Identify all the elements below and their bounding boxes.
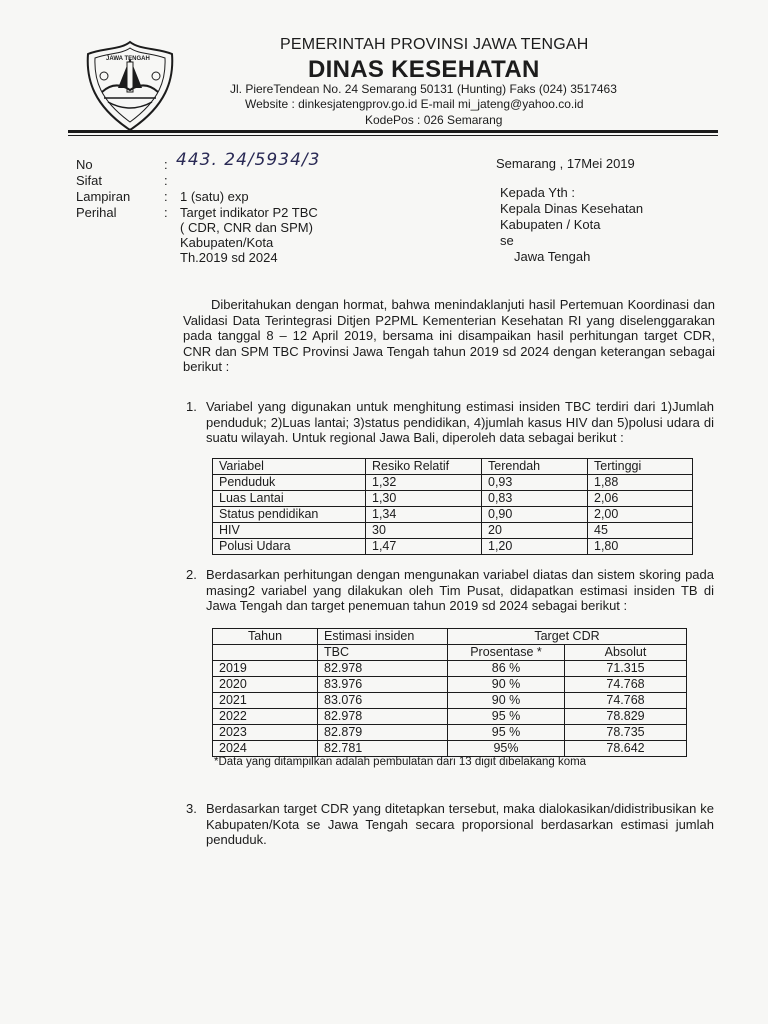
intro-paragraph <box>183 297 715 375</box>
item3-paragraph <box>206 801 714 848</box>
item1-number: 1. <box>186 399 197 414</box>
colon: : <box>164 189 168 204</box>
table-row <box>213 661 687 677</box>
table-cell: 1,30 <box>366 491 482 507</box>
table-cell: 82.978 <box>318 709 448 725</box>
table-cell: 0,93 <box>482 475 588 491</box>
item3-number: 3. <box>186 801 197 816</box>
item2-text: Berdasarkan perhitungan dengan mengunakan variabel diatas dan sistem skoring pada masing2 variabel yang dilakukan oleh Tim Pusat, didapatkan estimasi insiden TB di Jawa Tengah dan target penemuan tahun 2019 sd 2024 sebagai berikut : <box>206 567 714 613</box>
table-cell: 95% <box>448 741 565 757</box>
table-cell: Status pendidikan <box>213 507 366 523</box>
perihal-line: Target indikator P2 TBC <box>180 205 318 220</box>
table-cell: 86 % <box>448 661 565 677</box>
lampiran-value: 1 (satu) exp <box>180 189 249 204</box>
cdr-target-table <box>212 628 687 757</box>
table-cell: 90 % <box>448 677 565 693</box>
item3-text: Berdasarkan target CDR yang ditetapkan tersebut, maka dialokasikan/didistribusikan ke Kabupaten/Kota se Jawa Tengah secara proporsional berdasarkan estimasi jumlah penduduk. <box>206 801 714 847</box>
header-cell-empty <box>213 645 318 661</box>
table-cell: 0,83 <box>482 491 588 507</box>
logo-caption: JAWA TENGAH <box>106 56 150 62</box>
government-name: PEMERINTAH PROVINSI JAWA TENGAH <box>280 36 589 53</box>
header-cell: Terendah <box>482 459 588 475</box>
table-row <box>213 523 693 539</box>
table-row <box>213 507 693 523</box>
item1-paragraph <box>206 399 714 446</box>
table-row <box>213 741 687 757</box>
table-cell: 2,06 <box>588 491 693 507</box>
risk-variable-table <box>212 458 693 555</box>
table-cell: 82.781 <box>318 741 448 757</box>
agency-website-email: Website : dinkesjatengprov.go.id E-mail mi_jateng@yahoo.co.id <box>245 97 584 111</box>
header-cell-absolut: Absolut <box>565 645 687 661</box>
table-cell: 2021 <box>213 693 318 709</box>
table-cell: 1,88 <box>588 475 693 491</box>
colon: : <box>164 157 168 172</box>
table-cell: 83.076 <box>318 693 448 709</box>
header-cell-target: Target CDR <box>448 629 687 645</box>
table-cell: 20 <box>482 523 588 539</box>
table-cell: 2020 <box>213 677 318 693</box>
table-cell: 74.768 <box>565 693 687 709</box>
table-cell: 78.642 <box>565 741 687 757</box>
table-cell: 1,32 <box>366 475 482 491</box>
table-row <box>213 539 693 555</box>
lampiran-label: Lampiran <box>76 189 131 204</box>
table-cell: Penduduk <box>213 475 366 491</box>
perihal-value <box>180 205 318 265</box>
table-cell: 2024 <box>213 741 318 757</box>
agency-postcode: KodePos : 026 Semarang <box>365 113 503 127</box>
table-cell: 2019 <box>213 661 318 677</box>
table-cell: 95 % <box>448 709 565 725</box>
sifat-label: Sifat <box>76 173 103 188</box>
letterhead-rule-thick <box>68 130 718 133</box>
table-cell: 0,90 <box>482 507 588 523</box>
table-cell: 74.768 <box>565 677 687 693</box>
table-cell: 82.879 <box>318 725 448 741</box>
colon: : <box>164 173 168 188</box>
table-cell: HIV <box>213 523 366 539</box>
table-cell: 2,00 <box>588 507 693 523</box>
table-cell: 1,80 <box>588 539 693 555</box>
header-cell-prosentase: Prosentase * <box>448 645 565 661</box>
table-header-row <box>213 459 693 475</box>
table-cell: 2023 <box>213 725 318 741</box>
header-cell: Resiko Relatif <box>366 459 482 475</box>
table-cell: 1,34 <box>366 507 482 523</box>
table-footnote: *Data yang ditampilkan adalah pembulatan dari 13 digit dibelakang koma <box>214 756 587 768</box>
letter-number-handwritten: 443. 24/5934/3 <box>176 150 321 170</box>
table-row <box>213 693 687 709</box>
header-cell: Tertinggi <box>588 459 693 475</box>
perihal-line: ( CDR, CNR dan SPM) <box>180 220 313 235</box>
meta-colons <box>164 157 168 220</box>
recipient-line: Kabupaten / Kota <box>500 217 601 232</box>
item1-text: Variabel yang digunakan untuk menghitung estimasi insiden TBC terdiri dari 1)Jumlah penduduk; 2)Luas lantai; 3)status pendidikan, 4)jumlah kasus HIV dan 5)polusi udara di suatu wilayah. Untuk regional Jawa Bali, diperoleh data sebagai berikut : <box>206 399 714 445</box>
table-cell: Polusi Udara <box>213 539 366 555</box>
no-label: No <box>76 157 93 172</box>
recipient-line: Jawa Tengah <box>514 249 591 264</box>
header-cell: Variabel <box>213 459 366 475</box>
agency-address: Jl. PiereTendean No. 24 Semarang 50131 (Hunting) Faks (024) 3517463 <box>230 82 617 96</box>
table-row <box>213 709 687 725</box>
table-cell: Luas Lantai <box>213 491 366 507</box>
table-row <box>213 677 687 693</box>
table-row <box>213 491 693 507</box>
perihal-line: Kabupaten/Kota <box>180 235 274 250</box>
header-cell-estimasi: Estimasi insiden <box>318 629 448 645</box>
table-cell: 78.829 <box>565 709 687 725</box>
table-cell: 78.735 <box>565 725 687 741</box>
table-cell: 30 <box>366 523 482 539</box>
recipient-line: se <box>500 233 514 248</box>
header-cell-tahun: Tahun <box>213 629 318 645</box>
perihal-label: Perihal <box>76 205 117 220</box>
item2-paragraph <box>206 567 714 614</box>
provincial-emblem-logo <box>80 40 180 132</box>
table-row <box>213 475 693 491</box>
item2-number: 2. <box>186 567 197 582</box>
table-cell: 2022 <box>213 709 318 725</box>
colon: : <box>164 205 168 220</box>
recipient-line: Kepada Yth : <box>500 185 575 200</box>
letterhead-rule-thin <box>68 135 718 136</box>
table-cell: 95 % <box>448 725 565 741</box>
table-cell: 90 % <box>448 693 565 709</box>
intro-text: Diberitahukan dengan hormat, bahwa menindaklanjuti hasil Pertemuan Koordinasi dan Validasi Data Terintegrasi Ditjen P2PML Kementerian Kesehatan RI yang diselenggarakan pada tanggal 8 – 12 April 2019, bersama ini disampaikan hasil perhitungan target CDR, CNR dan SPM TBC Provinsi Jawa Tengah tahun 2019 sd 2024 dengan keterangan sebagai berikut : <box>183 297 715 374</box>
recipient-line: Kepala Dinas Kesehatan <box>500 201 644 216</box>
table-cell: 82.978 <box>318 661 448 677</box>
meta-labels <box>76 157 130 220</box>
table-subheader-row <box>213 645 687 661</box>
table-cell: 45 <box>588 523 693 539</box>
table-cell: 71.315 <box>565 661 687 677</box>
table-row <box>213 725 687 741</box>
perihal-line: Th.2019 sd 2024 <box>180 250 278 265</box>
agency-name: DINAS KESEHATAN <box>308 56 540 83</box>
header-cell-estimasi-2: TBC <box>318 645 448 661</box>
letter-date: Semarang , 17Mei 2019 <box>496 156 635 171</box>
recipient-block <box>500 185 643 265</box>
table-cell: 1,47 <box>366 539 482 555</box>
table-cell: 83.976 <box>318 677 448 693</box>
table-header-row <box>213 629 687 645</box>
table-cell: 1,20 <box>482 539 588 555</box>
